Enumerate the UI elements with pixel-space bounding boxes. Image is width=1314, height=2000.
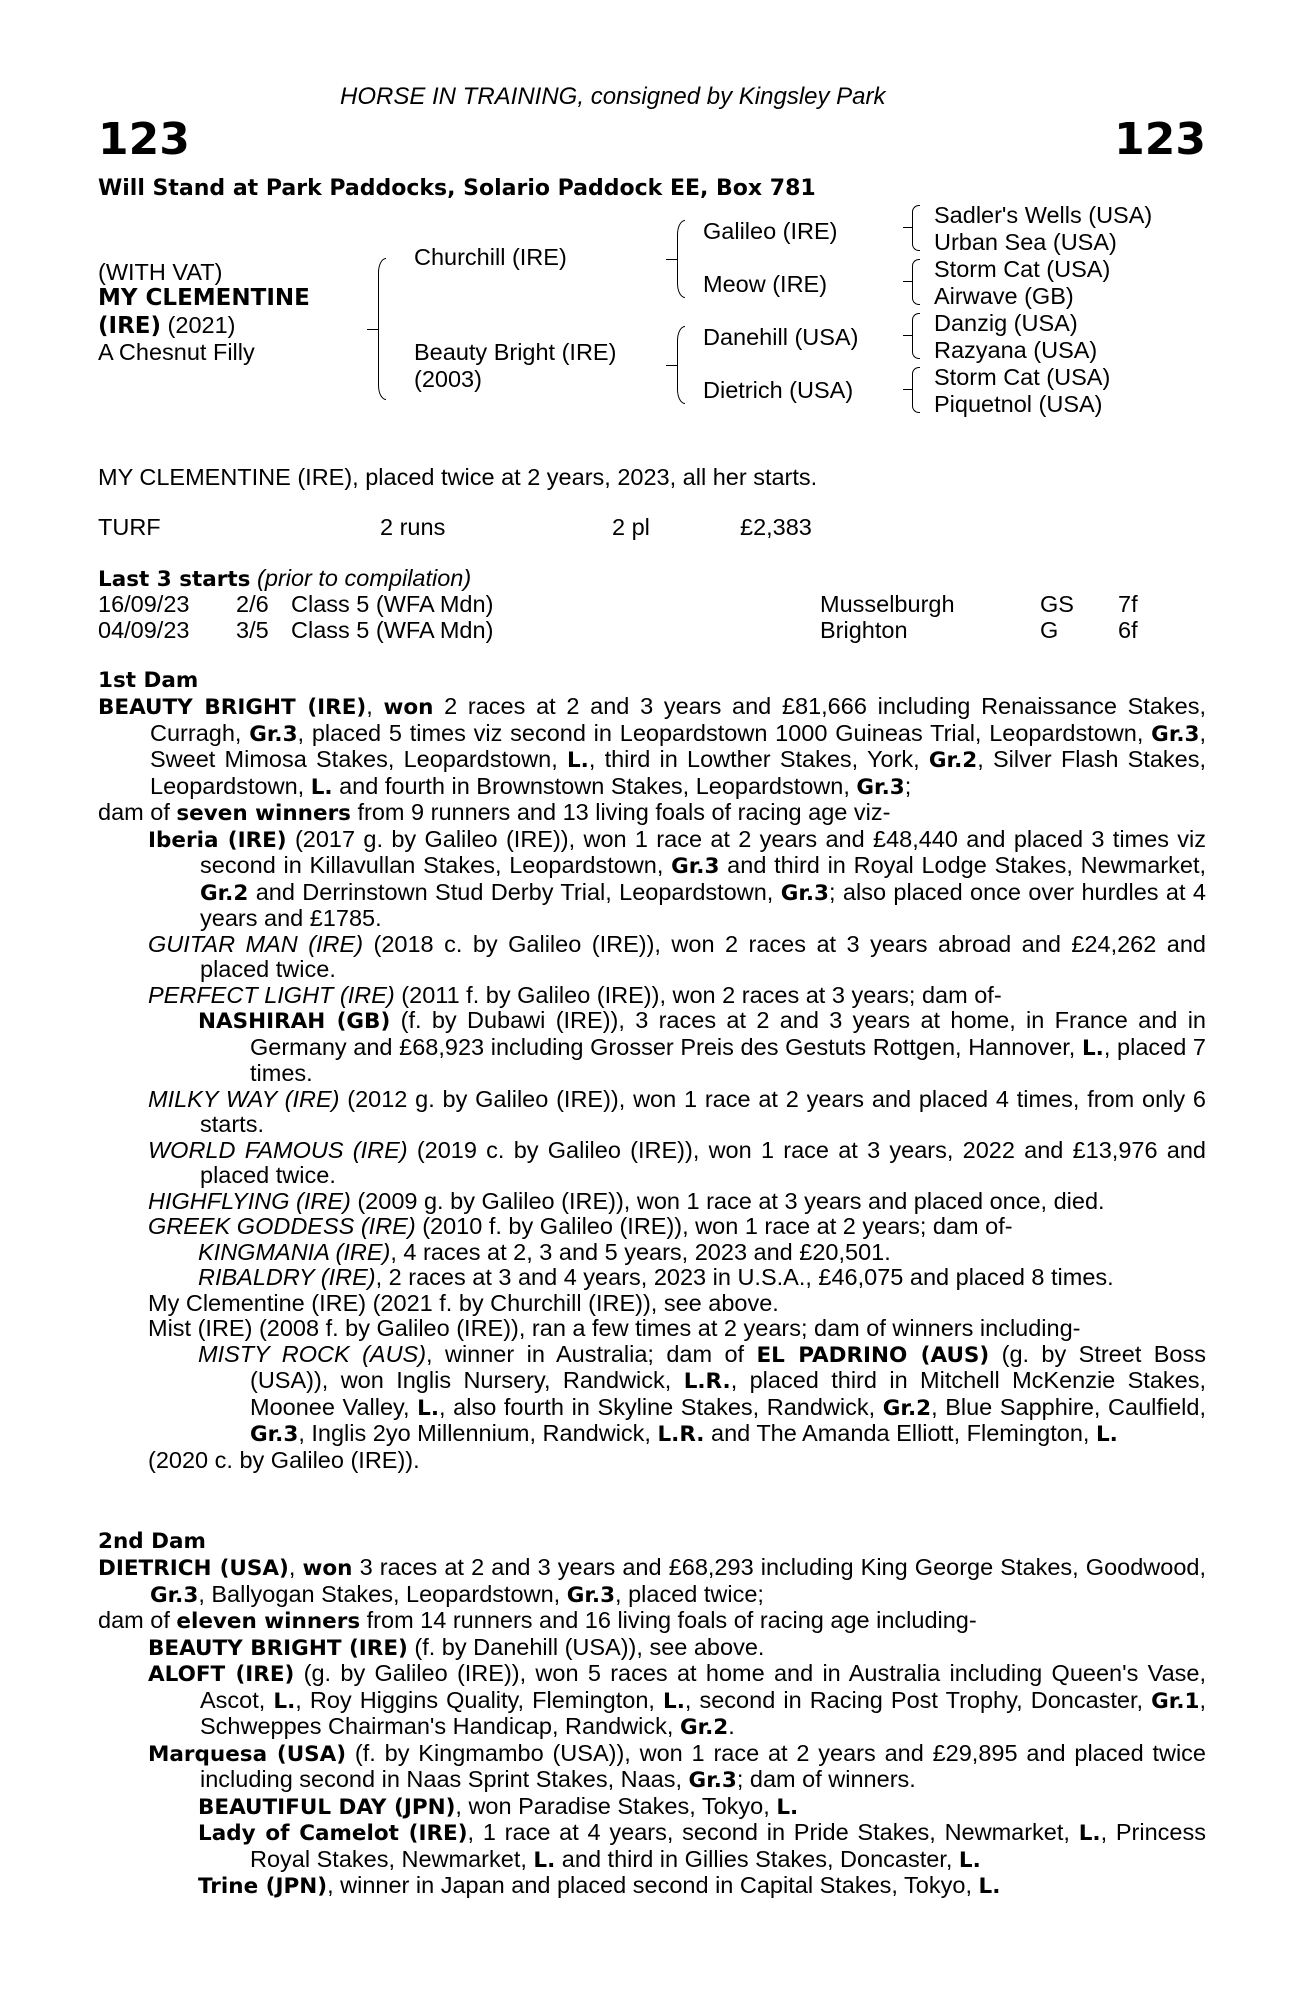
bold-text: EL PADRINO (AUS) (756, 1342, 990, 1368)
start-course: Brighton (820, 616, 908, 643)
text-run: and fourth in Brownstown Stakes, Leopardstown, (332, 772, 857, 799)
produce-entry (98, 1342, 1206, 1448)
bold-text: Gr.2 (928, 748, 978, 773)
bold-text: BEAUTY BRIGHT (IRE) (98, 695, 367, 720)
text-run: , Inglis 2yo Millennium, Randwick, (298, 1420, 658, 1446)
record-surface: TURF (98, 514, 161, 540)
italic-text: RIBALDRY (IRE) (198, 1264, 376, 1290)
text-run: , second in Racing Post Trophy, Doncaster, (684, 1686, 1152, 1713)
produce-entry (98, 1087, 1206, 1138)
text-run: , Schweppes Chairman's Handicap, Randwick, (200, 1686, 1206, 1739)
produce-entry (98, 1214, 1206, 1240)
text-run: (g. by Street Boss (USA)), won Inglis Nursery, Randwick, (250, 1340, 1206, 1393)
text-run: , 2 races at 3 and 4 years, 2023 in U.S.A., £46,075 and placed 8 times. (375, 1264, 1114, 1290)
text-run: , won Paradise Stakes, Tokyo, (455, 1792, 777, 1819)
text-run: , Princess Royal Stakes, Newmarket, (250, 1819, 1206, 1872)
bold-text: Gr.3 (566, 1582, 616, 1608)
start-distance: 7f (1118, 591, 1138, 617)
bold-text: L. (417, 1395, 440, 1421)
italic-text: HIGHFLYING (IRE) (148, 1187, 351, 1214)
text-run: , placed third in Mitchell McKenzie Stakes, Moonee Valley, (250, 1367, 1207, 1420)
bold-text: eleven winners (176, 1609, 361, 1634)
second-dam-heading: 2nd Dam (98, 1529, 206, 1554)
text-run: (2019 c. by Galileo (IRE)), won 1 race at 3 years, 2022 and £13,976 and placed twice. (200, 1136, 1207, 1188)
produce-entry (98, 1794, 1206, 1821)
text-run: (f. by Dubawi (IRE)), 3 races at 2 and 3 years at home, in France and in Germany and £68,923 including Grosser Preis des Gestuts Rottgen, Hannover, (250, 1007, 1206, 1060)
text-run: and The Amanda Elliott, Flemington, (704, 1420, 1096, 1446)
stand-location: Will Stand at Park Paddocks, Solario Paddock EE, Box 781 (98, 176, 816, 201)
text-run: , placed 5 times viz second in Leopardstown 1000 Guineas Trial, Leopardstown, (297, 719, 1152, 746)
dam-record (98, 694, 1206, 800)
bold-text: Gr.2 (200, 880, 249, 906)
bold-text: Gr.3 (1151, 721, 1200, 747)
bold-text: L.R. (683, 1369, 731, 1394)
pedigree-brace-2 (677, 220, 685, 298)
produce-entry (98, 1873, 1206, 1900)
horse-name: MY CLEMENTINE (98, 285, 310, 311)
produce-entry (98, 1265, 1206, 1291)
text-run: ; (904, 772, 912, 799)
pedigree-sss: Sadler's Wells (USA) (934, 202, 1153, 228)
start-date: 16/09/23 (98, 591, 190, 617)
italic-text: WORLD FAMOUS (IRE) (148, 1136, 408, 1163)
horse-suffix: (IRE) (98, 313, 162, 339)
pedigree-brace-5 (912, 259, 920, 305)
dam-produce-summary (98, 800, 1206, 827)
dam-produce-summary (98, 1608, 1206, 1635)
text-run: from 14 runners and 16 living foals of racing age including- (360, 1607, 977, 1633)
pedigree-dss: Danzig (USA) (934, 310, 1078, 336)
horse-name-line2 (98, 313, 235, 340)
start-race: Class 5 (WFA Mdn) (291, 616, 494, 643)
text-run: 3 races at 2 and 3 years and £68,293 including King George Stakes, Goodwood, (352, 1554, 1206, 1580)
text-run: . (728, 1713, 735, 1739)
text-run: (2012 g. by Galileo (IRE)), won 1 race at 2 years and placed 4 times, from only 6 starts. (200, 1085, 1206, 1137)
produce-entry (98, 1448, 1206, 1474)
last-starts-title: Last 3 starts (98, 567, 251, 592)
bold-text: Gr.3 (780, 880, 829, 906)
pedigree-brace-4 (912, 205, 920, 251)
text-run: My Clementine (IRE) (2021 f. by Churchill (IRE)), see above. (148, 1289, 779, 1316)
table-row (98, 592, 1206, 618)
bold-text: Marquesa (USA) (148, 1741, 347, 1767)
horse-year: (2021) (161, 312, 236, 338)
produce-entry (98, 932, 1206, 983)
text-run: 2 races at 2 and 3 years and £81,666 including Renaissance Stakes, Curragh, (150, 693, 1207, 746)
bold-text: L. (566, 748, 589, 773)
pedigree-dds: Storm Cat (USA) (934, 364, 1111, 390)
second-dam-body (98, 1555, 1206, 1900)
produce-entry (98, 983, 1206, 1009)
italic-text: GUITAR MAN (IRE) (148, 930, 364, 957)
lot-number-right: 123 (1114, 114, 1206, 165)
text-run: (2020 c. by Galileo (IRE)). (148, 1446, 420, 1473)
bold-text: BEAUTIFUL DAY (JPN) (198, 1794, 456, 1820)
bold-text: Gr.3 (671, 854, 720, 879)
table-row (98, 618, 1206, 644)
produce-entry (98, 1316, 1206, 1342)
produce-entry (98, 1189, 1206, 1215)
text-run: (2009 g. by Galileo (IRE)), won 1 race at 3 years and placed once, died. (350, 1187, 1105, 1214)
text-run: from 9 runners and 13 living foals of racing age viz- (350, 799, 891, 825)
bold-text: Iberia (IRE) (148, 827, 287, 853)
pedigree-dd: Dietrich (USA) (703, 377, 854, 403)
text-run: , also fourth in Skyline Stakes, Randwick, (439, 1393, 883, 1420)
start-race: Class 5 (WFA Mdn) (291, 591, 494, 617)
italic-text: MILKY WAY (IRE) (148, 1085, 340, 1112)
pedigree-brace-6 (912, 313, 920, 359)
produce-entry (98, 1820, 1206, 1873)
bold-text: L. (310, 774, 333, 800)
bold-text: Gr.3 (856, 774, 905, 800)
bold-text: ALOFT (IRE) (148, 1662, 295, 1687)
record-runs: 2 runs (380, 514, 446, 540)
start-going: GS (1040, 591, 1074, 617)
pedigree-brace-1 (378, 258, 386, 400)
text-run: , Ballyogan Stakes, Leopardstown, (198, 1580, 567, 1607)
bold-text: won (383, 695, 434, 720)
pedigree-dam-year: (2003) (414, 366, 482, 392)
last-starts-heading (98, 566, 471, 593)
pedigree-sds: Storm Cat (USA) (934, 256, 1111, 282)
text-run: (2011 f. by Galileo (IRE)), won 2 races at 3 years; dam of- (394, 981, 1002, 1008)
text-run: , placed twice; (615, 1580, 764, 1607)
bold-text: NASHIRAH (GB) (198, 1009, 391, 1034)
pedigree-brace-7 (912, 367, 920, 413)
last-starts-table (98, 592, 1206, 643)
pedigree-ssd: Urban Sea (USA) (934, 229, 1117, 255)
text-run: , 4 races at 2, 3 and 5 years, 2023 and £20,501. (390, 1238, 891, 1265)
start-position: 2/6 (236, 591, 269, 617)
pedigree-ds: Danehill (USA) (703, 324, 859, 350)
text-run: dam of (98, 1607, 177, 1633)
start-going: G (1040, 616, 1059, 643)
text-run: ; also placed once over hurdles at 4 years and £1785. (200, 878, 1206, 931)
text-run: , Sweet Mimosa Stakes, Leopardstown, (150, 719, 1207, 772)
text-run: Mist (IRE) (2008 f. by Galileo (IRE)), ran a few times at 2 years; dam of winners including- (148, 1315, 1081, 1341)
italic-text: MISTY ROCK (AUS) (198, 1340, 427, 1367)
text-run: , winner in Japan and placed second in Capital Stakes, Tokyo, (327, 1872, 979, 1898)
pedigree-dsd: Razyana (USA) (934, 337, 1098, 363)
pedigree-sdd: Airwave (GB) (934, 283, 1074, 309)
text-run: and third in Gillies Stakes, Doncaster, (555, 1845, 959, 1872)
text-run: and third in Royal Lodge Stakes, Newmarket, (719, 852, 1207, 878)
bold-text: Lady of Camelot (IRE) (198, 1821, 468, 1846)
pedigree-ss: Galileo (IRE) (703, 218, 838, 244)
first-dam-body (98, 694, 1206, 1473)
first-dam-heading: 1st Dam (98, 668, 199, 693)
bold-text: seven winners (176, 801, 351, 826)
text-run: , placed 7 times. (250, 1033, 1207, 1086)
produce-entry (98, 1291, 1206, 1317)
text-run: , Silver Flash Stakes, Leopardstown, (150, 746, 1206, 799)
bold-text: L. (1078, 1821, 1101, 1846)
italic-text: PERFECT LIGHT (IRE) (148, 981, 395, 1008)
bold-text: L. (533, 1847, 556, 1873)
vat-note: (WITH VAT) (98, 259, 223, 285)
bold-text: L.R. (657, 1422, 705, 1447)
dam-record (98, 1555, 1206, 1608)
horse-description: A Chesnut Filly (98, 339, 255, 365)
lot-number-left: 123 (98, 114, 190, 165)
produce-entry (98, 827, 1206, 932)
race-summary: MY CLEMENTINE (IRE), placed twice at 2 years, 2023, all her starts. (98, 464, 818, 490)
text-run: (2017 g. by Galileo (IRE)), won 1 race at 2 years and £48,440 and placed 3 times viz second in Killavullan Stakes, Leopardstown, (200, 825, 1206, 878)
record-placed: 2 pl (612, 514, 650, 540)
pedigree-dam: Beauty Bright (IRE) (414, 339, 617, 365)
pedigree-brace-3 (677, 326, 685, 404)
bold-text: L. (978, 1874, 1001, 1899)
bold-text: L. (273, 1688, 296, 1714)
text-run: , Blue Sapphire, Caulfield, (931, 1393, 1206, 1420)
text-run: , 1 race at 4 years, second in Pride Stakes, Newmarket, (467, 1819, 1079, 1845)
start-course: Musselburgh (820, 591, 955, 617)
text-run: (g. by Galileo (IRE)), won 5 races at home and in Australia including Queen's Vase, Ascot, (200, 1660, 1206, 1713)
text-run: , (288, 1554, 303, 1580)
bold-text: L. (1081, 1035, 1104, 1061)
bold-text: Trine (JPN) (198, 1874, 328, 1899)
produce-entry (98, 1240, 1206, 1266)
pedigree-sd: Meow (IRE) (703, 271, 828, 297)
text-run: , (366, 693, 384, 719)
catalogue-subtitle: HORSE IN TRAINING, consigned by Kingsley Park (340, 83, 886, 110)
bold-text: BEAUTY BRIGHT (IRE) (148, 1635, 408, 1661)
text-run: , winner in Australia; dam of (426, 1340, 757, 1367)
bold-text: L. (776, 1794, 799, 1820)
produce-entry (98, 1741, 1206, 1794)
bold-text: Gr.3 (150, 1582, 199, 1608)
text-run: (f. by Danehill (USA)), see above. (407, 1633, 765, 1660)
pedigree-ddd: Piquetnol (USA) (934, 391, 1103, 417)
text-run: (2010 f. by Galileo (IRE)), won 1 race at 2 years; dam of- (415, 1213, 1013, 1239)
bold-text: L. (663, 1688, 685, 1714)
bold-text: Gr.1 (1151, 1688, 1200, 1714)
start-distance: 6f (1118, 616, 1138, 643)
start-date: 04/09/23 (98, 616, 190, 643)
bold-text: L. (958, 1847, 981, 1873)
bold-text: L. (1095, 1422, 1118, 1447)
bold-text: Gr.3 (250, 1422, 299, 1447)
text-run: (2018 c. by Galileo (IRE)), won 2 races at 3 years abroad and £24,262 and placed twice. (200, 930, 1206, 982)
text-run: dam of (98, 799, 177, 825)
produce-entry (98, 1008, 1206, 1087)
bold-text: Gr.3 (688, 1768, 737, 1793)
text-run: , third in Lowther Stakes, York, (588, 746, 929, 772)
bold-text: Gr.2 (679, 1715, 729, 1740)
bold-text: DIETRICH (USA) (98, 1556, 289, 1581)
italic-text: KINGMANIA (IRE) (198, 1238, 391, 1265)
text-run: (f. by Kingmambo (USA)), won 1 race at 2 years and £29,895 and placed twice including second in Naas Sprint Stakes, Naas, (200, 1739, 1207, 1792)
bold-text: Gr.2 (882, 1395, 932, 1421)
bold-text: won (302, 1556, 353, 1581)
pedigree-sire: Churchill (IRE) (414, 244, 567, 270)
produce-entry (98, 1661, 1206, 1741)
text-run: and Derrinstown Stud Derby Trial, Leopardstown, (248, 878, 781, 905)
italic-text: GREEK GODDESS (IRE) (148, 1213, 416, 1239)
record-earnings: £2,383 (740, 514, 812, 540)
last-starts-note: (prior to compilation) (257, 565, 472, 591)
text-run: , Roy Higgins Quality, Flemington, (295, 1686, 664, 1713)
start-position: 3/5 (236, 616, 269, 643)
produce-entry (98, 1138, 1206, 1189)
bold-text: Gr.3 (249, 721, 298, 747)
produce-entry (98, 1635, 1206, 1662)
text-run: ; dam of winners. (736, 1766, 916, 1792)
